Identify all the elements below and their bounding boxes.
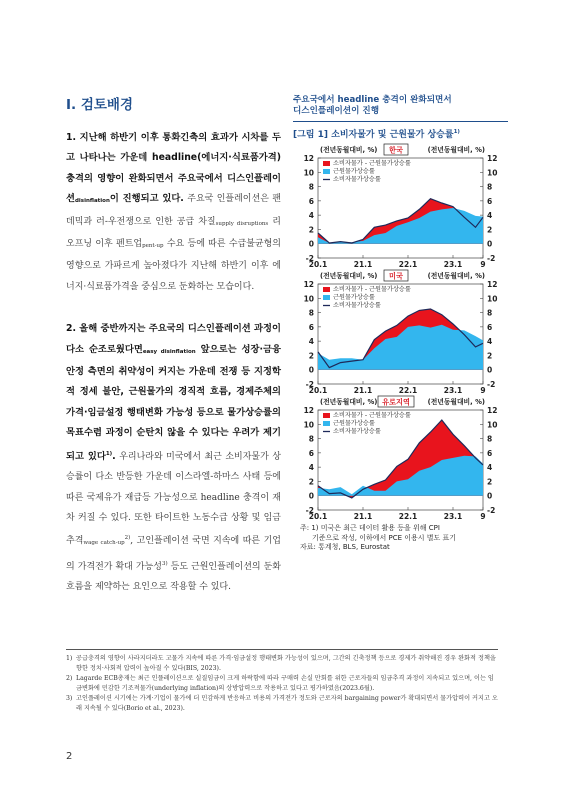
x-tick-label: 20.1 xyxy=(308,386,328,395)
y-tick-label: 4 xyxy=(308,337,314,347)
footnote: 3) 고인플레이션 시기에는 가계·기업이 물가에 더 민감하게 반응하고 비용의 가격전가 정도와 근로자의 bargaining power가 확대되면서 물가압력이 커지고 오래 지속될 수 있다(Borio et al., 2023). xyxy=(66,695,498,712)
core-area xyxy=(318,208,483,244)
right-unit-label: (전년동월대비, %) xyxy=(427,272,485,280)
y-tick-label: 10 xyxy=(487,168,498,178)
legend-label: 근원물가상승률 xyxy=(333,420,375,427)
y-tick-label: 6 xyxy=(308,448,314,458)
paragraph-2 xyxy=(66,319,281,597)
x-tick-label: 21.1 xyxy=(353,260,373,269)
footnote: 1) 공급충격의 영향이 사라지더라도 고물가 지속에 따른 가격·임금설정 행태변화 가능성이 있으며, 그간의 긴축정책 등으로 경제가 취약해진 경우 완화적 정책을 향한 정치·사회적 압력이 높아질 수 있다(BIS, 2023). xyxy=(66,655,496,672)
y-tick-label: 8 xyxy=(487,182,493,192)
left-unit-label: (전년동월대비, %) xyxy=(320,398,378,406)
y-tick-label: 0 xyxy=(308,491,314,501)
x-tick-label: 20.1 xyxy=(308,512,328,521)
figure-box xyxy=(293,95,508,140)
x-tick-label: 20.1 xyxy=(308,260,328,269)
y-tick-label: 8 xyxy=(308,182,314,192)
right-unit-label: (전년동월대비, %) xyxy=(427,146,485,154)
y-tick-label: 2 xyxy=(487,477,493,487)
para1-body: 주요국 인플레이션은 팬데믹과 러-우전쟁으로 인한 공급 차질$_{supply disruptions}$ 리오프닝 이후 펜트업$_{pent-up}$ 수요 등에 따른 수급불균형의 영향으로 가파르게 높아졌다가 지난해 하반기 이후 에너지·식료품가격을 중심으로 둔화하는 모습이다. xyxy=(66,194,281,292)
y-tick-label: 10 xyxy=(487,294,498,304)
legend-swatch-gap xyxy=(323,161,330,166)
y-tick-label: 2 xyxy=(487,351,493,361)
y-tick-label: 8 xyxy=(308,308,314,318)
country-label: 유로지역 xyxy=(382,397,410,407)
x-tick-label: 9 xyxy=(480,512,486,521)
figure-title: [그림 1] 소비자물가 및 근원물가 상승률$^{1)}$ xyxy=(293,129,460,140)
chart-korea-svg xyxy=(293,140,508,270)
legend-swatch-core xyxy=(323,421,330,426)
y-tick-label: 4 xyxy=(308,211,314,221)
left-unit-label: (전년동월대비, %) xyxy=(320,272,378,280)
legend-swatch-gap xyxy=(323,413,330,418)
box-heading: 주요국에서 headline 충격이 완화되면서 디스인플레이션이 진행 xyxy=(293,95,508,122)
y-tick-label: 12 xyxy=(487,406,498,415)
x-tick-label: 21.1 xyxy=(353,386,373,395)
y-tick-label: 12 xyxy=(303,406,314,415)
x-tick-label: 9 xyxy=(480,386,486,395)
chart-korea xyxy=(293,140,508,270)
y-tick-label: 6 xyxy=(487,196,493,206)
para2-lead: 2. 올해 중반까지는 주요국의 디스인플레이션 과정이 다소 순조로웠다면$_{easy disinflation}$ 앞으로는 성장·금융안정 측면의 취약성이 커지는 가운데 전쟁 등 지정학적 정세 불안, 근원물가의 경직적 흐름, 경제주체의 가격·임금설정 행태변화 가능성 등으로 물가상승률의 목표수렴 과정이 순탄치 않을 수 있다는 우려가 제기되고 있다$^{1)}$. xyxy=(66,323,281,462)
y-tick-label: 0 xyxy=(487,239,493,249)
note-line-1: 주: 1) 미국은 최근 데이터 활용 등을 위해 CPI xyxy=(300,524,440,532)
y-tick-label: 2 xyxy=(308,225,314,235)
y-tick-label: 0 xyxy=(308,365,314,375)
y-tick-label: 6 xyxy=(308,322,314,332)
legend-label: 소비자물가 - 근원물가상승률 xyxy=(333,412,411,419)
y-tick-label: 6 xyxy=(308,196,314,206)
y-tick-label: 4 xyxy=(487,337,493,347)
y-tick-label: 12 xyxy=(303,154,314,163)
x-tick-label: 23.1 xyxy=(443,260,463,269)
x-tick-label: 22.1 xyxy=(398,386,418,395)
y-tick-label: 2 xyxy=(308,477,314,487)
legend-swatch-core xyxy=(323,295,330,300)
country-label: 미국 xyxy=(389,271,403,281)
figure-notes xyxy=(300,524,510,553)
y-tick-label: 8 xyxy=(487,308,493,318)
legend-label: 소비자물가 - 근원물가상승률 xyxy=(333,286,411,293)
y-tick-label: 10 xyxy=(303,168,314,178)
y-tick-label: 2 xyxy=(308,351,314,361)
x-tick-label: 9 xyxy=(480,260,486,269)
y-tick-label: -2 xyxy=(305,254,314,263)
legend-label: 소비자물가상승률 xyxy=(333,428,381,435)
y-tick-label: 0 xyxy=(487,491,493,501)
y-tick-label: 8 xyxy=(487,434,493,444)
source-line: 자료: 통계청, BLS, Eurostat xyxy=(300,543,390,551)
y-tick-label: 6 xyxy=(487,322,493,332)
legend-label: 근원물가상승률 xyxy=(333,294,375,301)
section-title: Ⅰ. 검토배경 xyxy=(66,97,134,113)
para2-body: 우리나라와 미국에서 최근 소비자물가 상승률이 다소 반등한 가운데 이스라엘-하마스 사태 등에 따른 국제유가 재급등 가능성으로 headline 충격이 재차 커질 수 있다. 또한 타이트한 노동수급 상황 및 임금추격$_{wage catch-up}^{2)}$, 고인플레이션 국면 지속에 따른 기업의 가격전가 확대 가능성$^{3)}$ 등도 근원인플레이션의 둔화 흐름을 제약하는 요인으로 작용할 수 있다. xyxy=(66,451,281,593)
y-tick-label: -2 xyxy=(305,506,314,515)
note-line-2: 기준으로 작성, 이하에서 PCE 이용시 별도 표기 xyxy=(312,533,457,542)
page-number: 2 xyxy=(66,751,73,762)
y-tick-label: -2 xyxy=(305,380,314,389)
chart-euro xyxy=(293,392,508,522)
y-tick-label: 10 xyxy=(303,420,314,430)
footnotes xyxy=(66,654,498,714)
country-label: 한국 xyxy=(389,145,403,155)
y-tick-label: -2 xyxy=(487,254,496,263)
chart-us-svg xyxy=(293,266,508,396)
x-tick-label: 21.1 xyxy=(353,512,373,521)
x-tick-label: 22.1 xyxy=(398,512,418,521)
legend-swatch-gap xyxy=(323,287,330,292)
y-tick-label: 10 xyxy=(487,420,498,430)
para1-lead: 1. 지난해 하반기 이후 통화긴축의 효과가 시차를 두고 나타나는 가운데 headline(에너지·식료품가격) 충격의 영향이 완화되면서 주요국에서 디스인플레이션$_{disinflation}$이 진행되고 있다. xyxy=(66,132,281,205)
y-tick-label: -2 xyxy=(487,506,496,515)
y-tick-label: 12 xyxy=(303,280,314,289)
chart-us xyxy=(293,266,508,396)
y-tick-label: 12 xyxy=(487,154,498,163)
y-tick-label: 2 xyxy=(487,225,493,235)
y-tick-label: 4 xyxy=(308,463,314,473)
legend-label: 근원물가상승률 xyxy=(333,168,375,175)
body-text-column xyxy=(66,128,281,598)
y-tick-label: 6 xyxy=(487,448,493,458)
y-tick-label: 0 xyxy=(487,365,493,375)
legend-label: 소비자물가상승률 xyxy=(333,176,381,183)
paragraph-1 xyxy=(66,128,281,297)
x-tick-label: 23.1 xyxy=(443,512,463,521)
y-tick-label: 10 xyxy=(303,294,314,304)
right-unit-label: (전년동월대비, %) xyxy=(427,398,485,406)
chart-euro-svg xyxy=(293,392,508,522)
footnote: 2) Lagarde ECB총재는 최근 인플레이션으로 실질임금이 크게 하락함에 따라 구매력 손실 만회를 위한 근로자들의 임금추격 과정이 지속되고 있으며, 이는 임금변화에 민감한 기조적물가(underlying inflation)의 상방압력으로 작용하고 있다고 평가하였음(2023.6월). xyxy=(66,675,494,692)
y-tick-label: -2 xyxy=(487,380,496,389)
footnote-divider xyxy=(66,649,498,650)
y-tick-label: 8 xyxy=(308,434,314,444)
y-tick-label: 12 xyxy=(487,280,498,289)
legend-label: 소비자물가 - 근원물가상승률 xyxy=(333,160,411,167)
legend-swatch-core xyxy=(323,169,330,174)
x-tick-label: 22.1 xyxy=(398,260,418,269)
x-tick-label: 23.1 xyxy=(443,386,463,395)
y-tick-label: 4 xyxy=(487,463,493,473)
legend-label: 소비자물가상승률 xyxy=(333,302,381,309)
y-tick-label: 4 xyxy=(487,211,493,221)
left-unit-label: (전년동월대비, %) xyxy=(320,146,378,154)
y-tick-label: 0 xyxy=(308,239,314,249)
